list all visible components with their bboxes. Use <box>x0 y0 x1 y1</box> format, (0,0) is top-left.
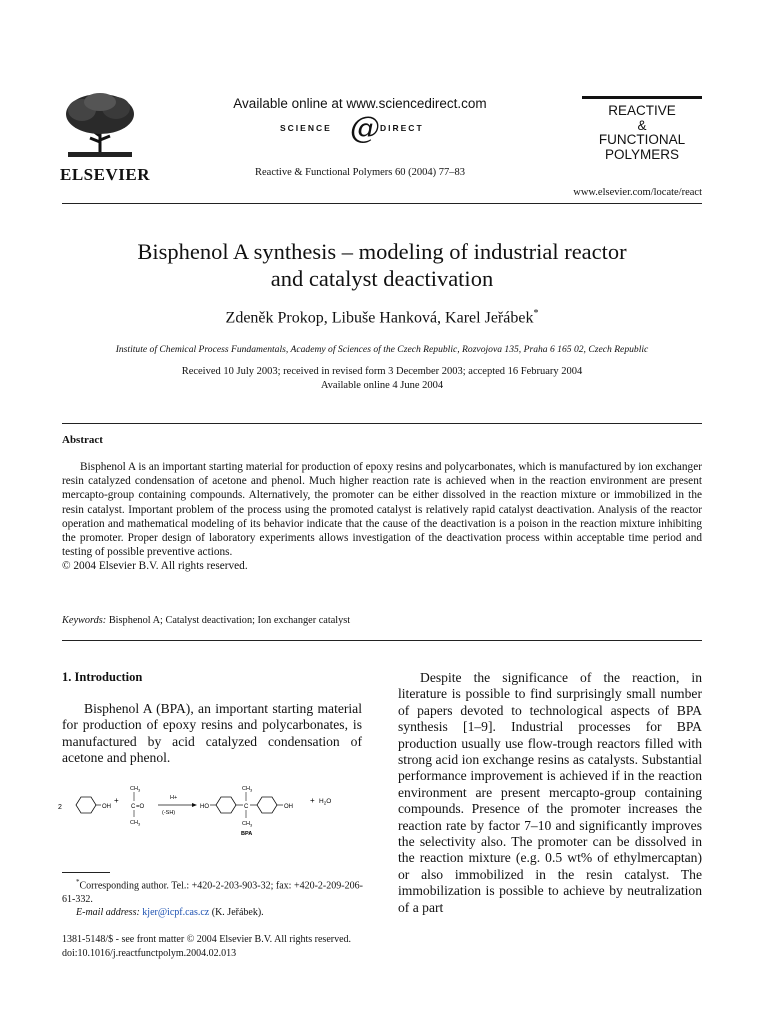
abstract-body: Bisphenol A is an important starting material for production of epoxy resins and polycarbonates, which is manufactured by ion exchanger resin catalyzed condensation of acetone and phenol. Much higher reaction rate is achieved when in the reaction environment are present mercapto-group containing compounds. Alternatively, the promoter can be either dissolved in the reaction mixture or immobilized in the resin catalyst. Important problem of the process using the promoted catalyst is relatively rapid catalyst deactivation. Analysis of the reactor operation and mathematical modeling of its behavior indicate that the cause of the deactivation is a poison in the reaction mixture inhibiting the promoter. Proper design of laboratory experiments allows investigation of the deactivation process within acceptable time period and testing of possible preventive actions. © 2004 Elsevier B.V. All rights reserved. <box>62 461 702 573</box>
abstract-top-divider <box>62 423 702 424</box>
svg-text:(-SH): (-SH) <box>162 810 176 816</box>
svg-text:2: 2 <box>58 804 62 811</box>
affiliation: Institute of Chemical Process Fundamentals, Academy of Sciences of the Czech Republic, Rozvojova 135, Praha 6 165 02, Czech Republic <box>115 344 649 355</box>
svg-text:H2O: $H_2O$ <box>319 798 332 806</box>
svg-text:HO: HO <box>200 804 209 810</box>
journal-url[interactable]: www.elsevier.com/locate/react <box>573 187 702 198</box>
keywords: Keywords: Bisphenol A; Catalyst deactivation; Ion exchanger catalyst <box>62 615 351 626</box>
page-footer: 1381-5148/$ - see front matter © 2004 Elsevier B.V. All rights reserved. doi:10.1016/j.reactfunctpolym.2004.02.013 <box>62 933 702 961</box>
svg-text:CH3: $CH_3$ <box>130 820 141 827</box>
journal-citation: Reactive & Functional Polymers 60 (2004) 77–83 <box>255 167 465 178</box>
elsevier-logo <box>60 92 150 184</box>
section-heading-introduction: 1. Introduction <box>62 670 143 684</box>
phenol-ring-icon <box>76 797 96 813</box>
svg-text:CH3: $CH_3$ <box>130 786 141 793</box>
bpa-ring-right-icon <box>257 797 277 813</box>
svg-text:OH: OH <box>284 804 293 810</box>
svg-text:=O: =O <box>136 804 145 810</box>
available-online: Available online at www.sciencedirect.com <box>233 96 487 111</box>
footnote: *Corresponding author. Tel.: +420-2-203-903-32; fax: +420-2-209-206-61-332. E-mail address: kjer@icpf.cas.cz (K. Jeřábek). <box>62 878 363 919</box>
authors: Zdeněk Prokop, Libuše Hanková, Karel Jeřábek* <box>225 308 539 327</box>
svg-text:+: + <box>114 796 119 805</box>
svg-text:CH3: $CH_3$ <box>242 786 253 793</box>
sciencedirect-logo: SCIENCE @ DIRECT <box>280 111 424 146</box>
doi[interactable]: doi:10.1016/j.reactfunctpolym.2004.02.013 <box>62 948 237 959</box>
svg-text:C: C <box>131 804 136 810</box>
dates: Received 10 July 2003; received in revised form 3 December 2003; accepted 16 February 2004 Available online 4 June 2004 <box>181 366 583 391</box>
abstract-heading: Abstract <box>62 434 103 446</box>
email-link[interactable]: kjer@icpf.cas.cz <box>142 907 210 919</box>
svg-text:OH: OH <box>102 804 111 810</box>
header-divider <box>62 203 702 204</box>
svg-text:CH3: $CH_3$ <box>242 821 253 828</box>
svg-text:H+: H+ <box>170 795 178 801</box>
intro-left-paragraph: Bisphenol A (BPA), an important starting material for production of epoxy resins and polycarbonates, is manufactured by acid catalyzed condensation of acetone and phenol. <box>62 701 362 766</box>
sciencedirect-d-icon: @ <box>350 111 380 146</box>
intro-right-paragraph: Despite the significance of the reaction, in literature is possible to find surprisingly small number of papers devoted to technological aspects of BPA synthesis [1–9]. Industrial processes for BPA production usually use flow-trough reactors filled with strong acid ion exchange resins as catalysts. Substantial performance improvement is achieved if in the reaction environment are present mercapto-group containing compounds. Presence of the promoter increases the reaction rate by factor 7–10 and significantly improves the selectivity also. The promoter can be dissolved in the reaction mixture (e.g. 0.5 wt% of ethylmercaptan) or also immobilized in the resin catalyst. The immobilization is possible to achieve by neutralization of a part <box>398 670 702 915</box>
publisher-name: ELSEVIER <box>60 165 150 184</box>
svg-text:+: + <box>310 796 315 805</box>
reaction-scheme <box>58 783 370 839</box>
article-title: Bisphenol A synthesis – modeling of industrial reactor and catalyst deactivation <box>137 239 627 291</box>
abstract-bottom-divider <box>62 640 702 641</box>
corresponding-author-mark[interactable]: * <box>533 308 539 319</box>
footnote-divider <box>62 872 110 873</box>
elsevier-tree-icon <box>60 92 140 158</box>
bpa-ring-left-icon <box>216 797 236 813</box>
svg-text:BPA: BPA <box>241 831 253 837</box>
svg-text:C: C <box>244 804 249 810</box>
journal-logo: REACTIVE & FUNCTIONAL POLYMERS <box>582 96 702 162</box>
